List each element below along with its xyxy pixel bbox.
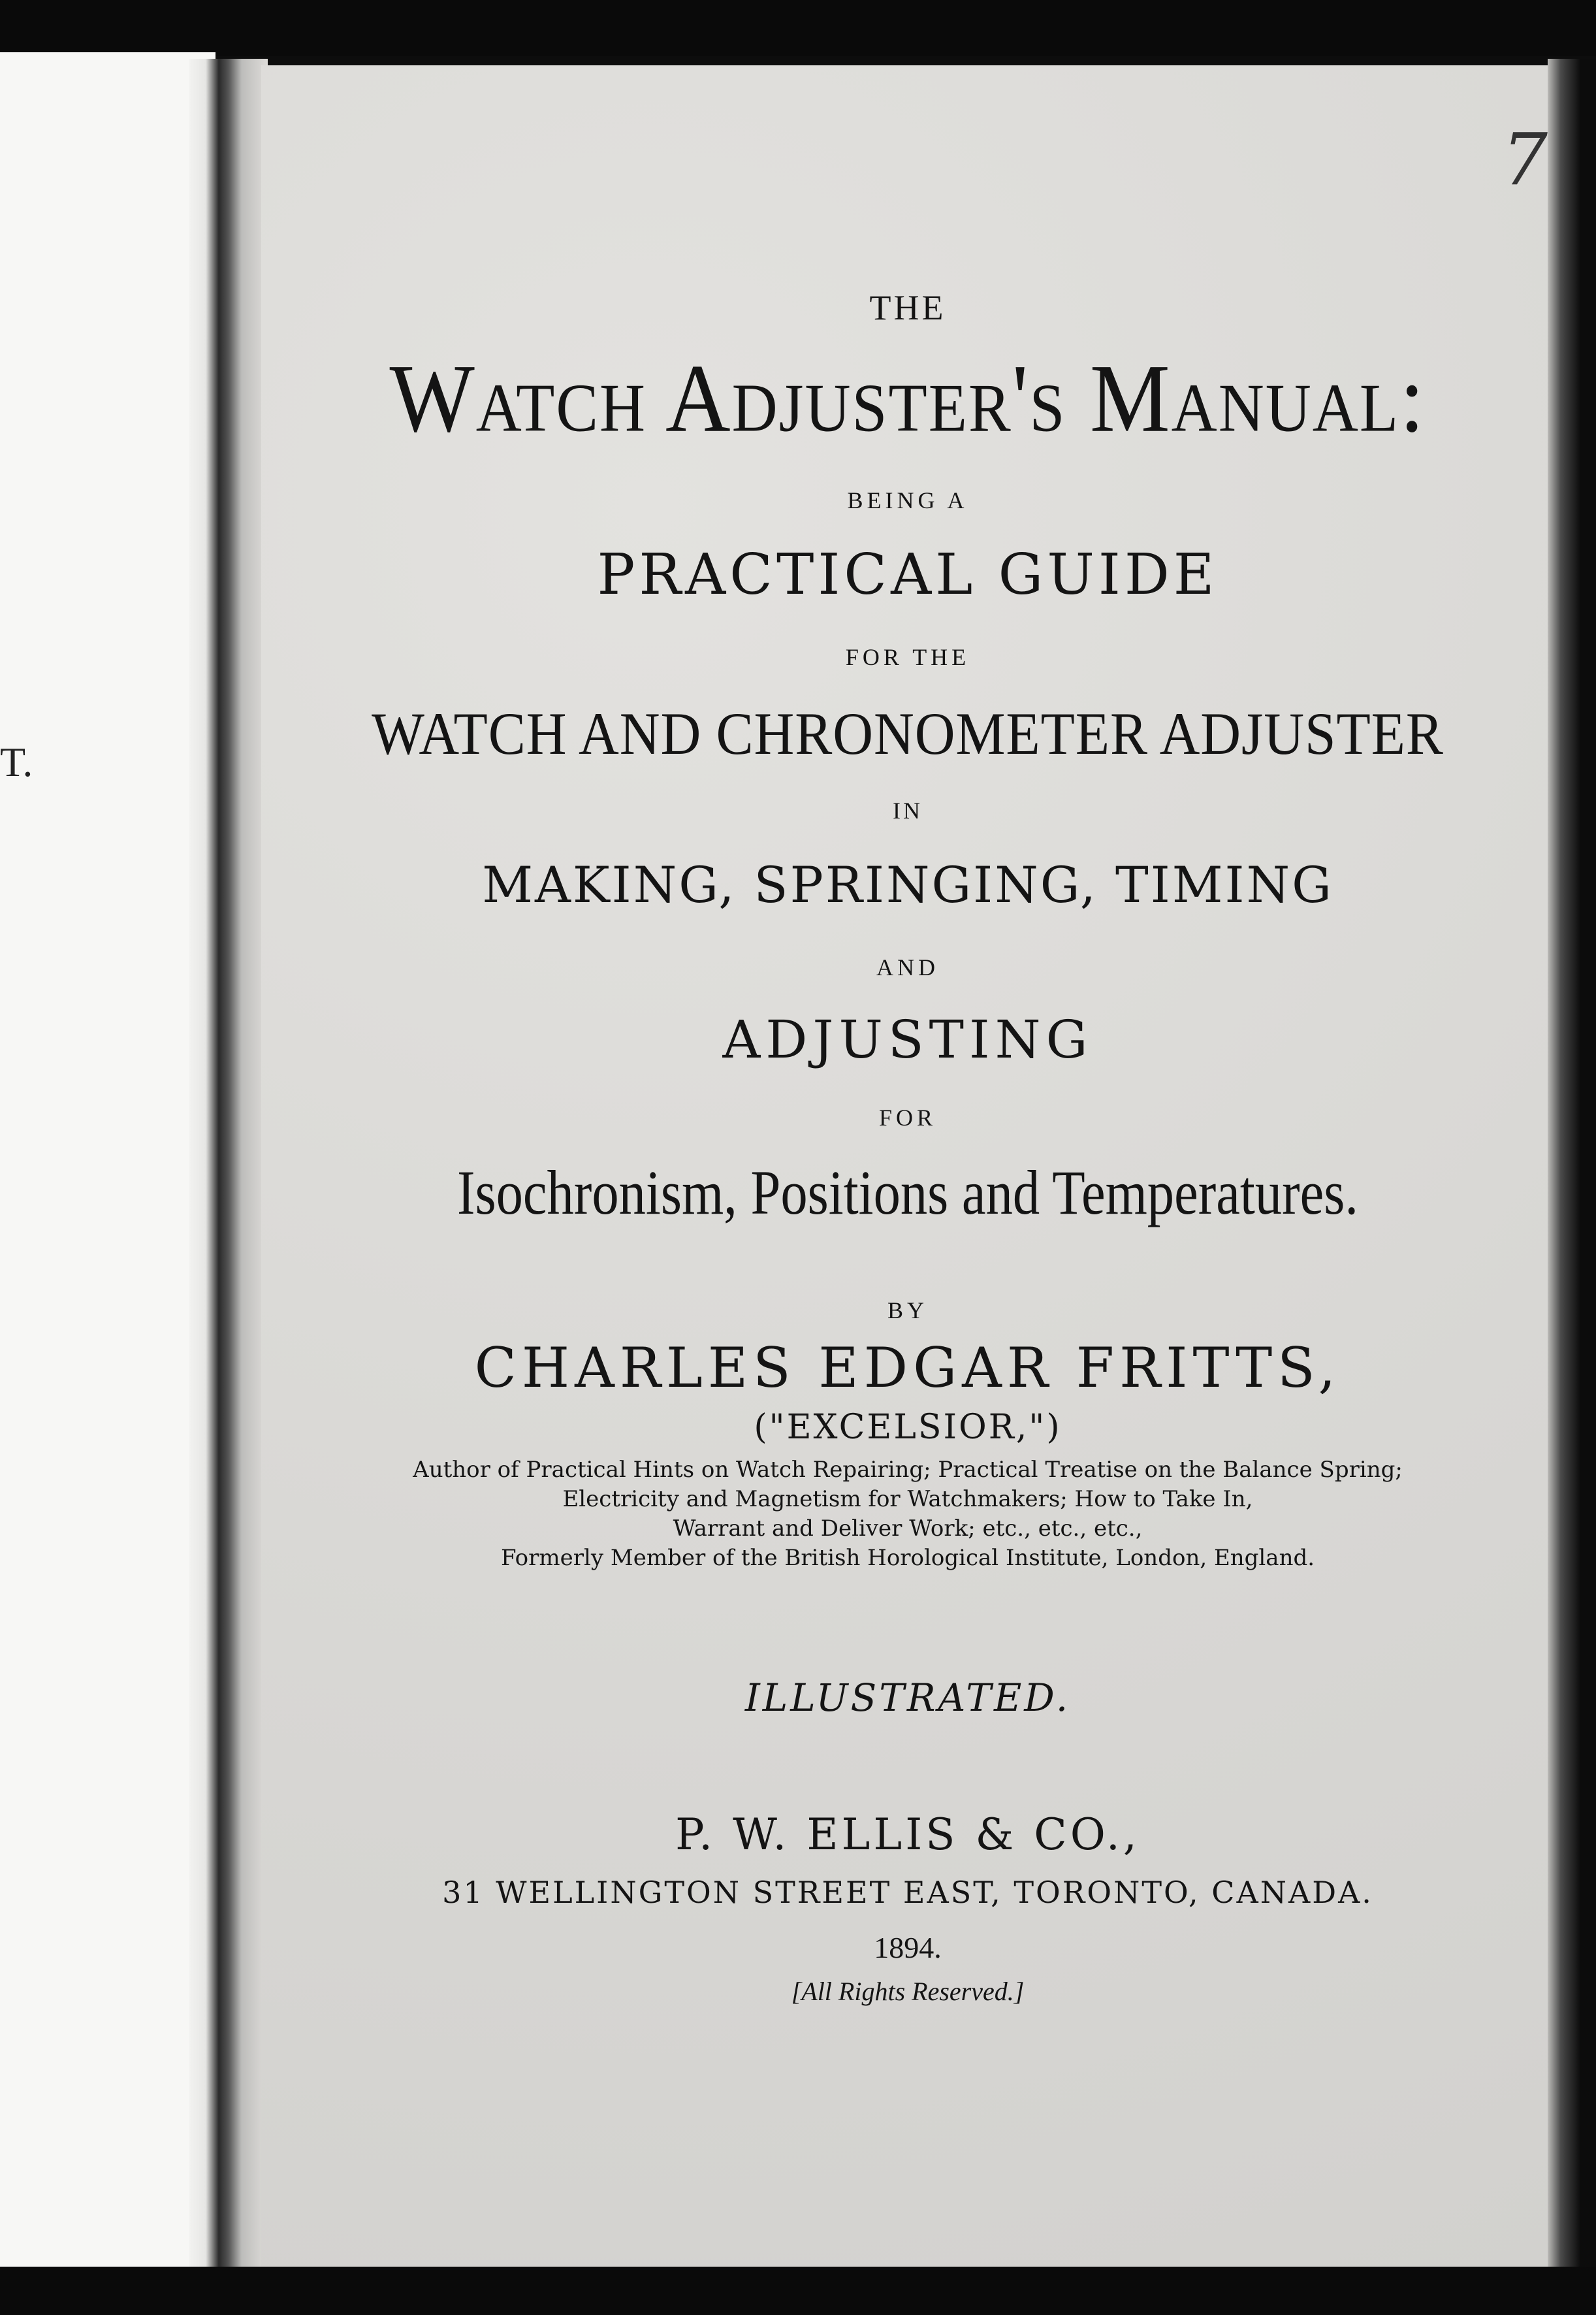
- book-title: Watch Adjuster's Manual:: [389, 344, 1426, 453]
- scan-bottom-border: [0, 2267, 1596, 2315]
- author-credit-line: Formerly Member of the British Horological Institute, London, England.: [500, 1545, 1315, 1571]
- page-number: 7: [1502, 118, 1548, 201]
- publisher-name: P. W. ELLIS & CO.,: [675, 1809, 1140, 1860]
- publisher-address: 31 WELLINGTON STREET EAST, TORONTO, CANADA.: [442, 1875, 1373, 1910]
- rights-notice: [All Rights Reserved.]: [791, 1977, 1025, 2006]
- subtitle-adjusting: ADJUSTING: [722, 1009, 1093, 1070]
- scan-top-border: [0, 0, 1596, 56]
- publication-year: 1894.: [874, 1931, 942, 1964]
- author-by: BY: [887, 1297, 928, 1323]
- author-pseudonym: ("EXCELSIOR,"): [754, 1408, 1062, 1447]
- title-connector-being: BEING A: [847, 487, 968, 513]
- subtitle-topics: Isochronism, Positions and Temperatures.: [457, 1158, 1358, 1227]
- scan-right-border: [1548, 59, 1596, 2267]
- author-credit-line: Author of Practical Hints on Watch Repairing; Practical Treatise on the Balance Spring;: [413, 1457, 1403, 1483]
- subtitle-subject: WATCH AND CHRONOMETER ADJUSTER: [372, 700, 1444, 767]
- facing-page: [0, 52, 215, 2267]
- title-connector-and: AND: [876, 954, 939, 980]
- subtitle-making: MAKING, SPRINGING, TIMING: [482, 856, 1333, 914]
- title-connector-for: FOR: [878, 1105, 937, 1131]
- author-credit-line: Warrant and Deliver Work; etc., etc., etc.,: [673, 1515, 1143, 1542]
- author-credit-line: Electricity and Magnetism for Watchmakers; How to Take In,: [562, 1486, 1253, 1512]
- facing-page-mark: T.: [0, 739, 33, 785]
- title-article: THE: [869, 288, 946, 327]
- author-name: CHARLES EDGAR FRITTS,: [474, 1336, 1341, 1400]
- book-gutter: [189, 59, 268, 2267]
- title-connector-for-the: FOR THE: [845, 644, 970, 670]
- illustrated-note: ILLUSTRATED.: [744, 1676, 1071, 1720]
- subtitle-guide: PRACTICAL GUIDE: [597, 542, 1219, 607]
- title-connector-in: IN: [893, 798, 923, 824]
